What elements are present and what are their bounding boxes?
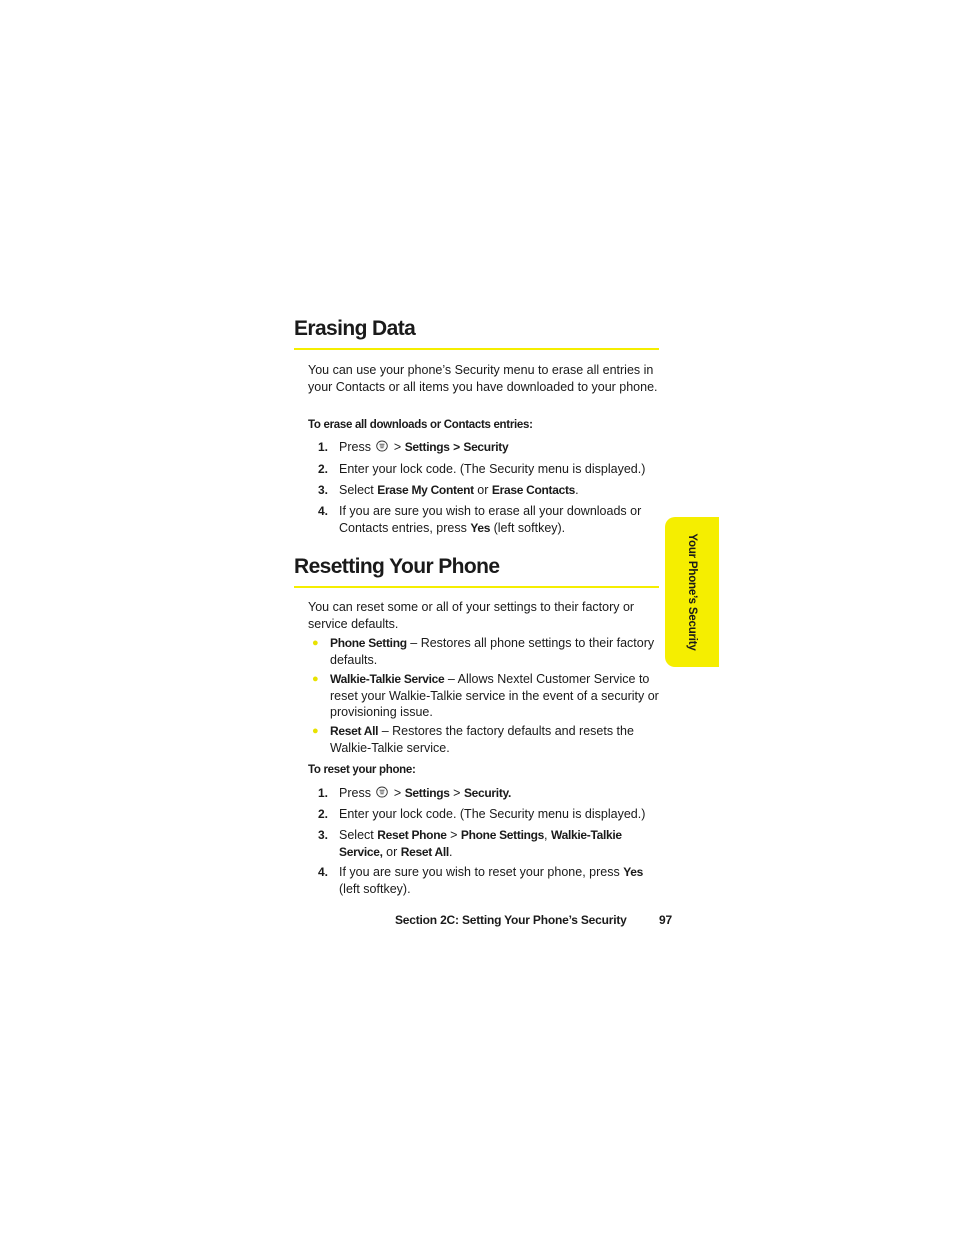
erasing-step-3: 3. Select Erase My Content or Erase Contacts. [318, 483, 579, 497]
erasing-step-4: 4. If you are sure you wish to erase all your downloads or Contacts entries, press Yes (left softkey). [318, 504, 642, 535]
erasing-step-2: 2. Enter your lock code. (The Security menu is displayed.) [318, 462, 646, 476]
footer-section-label: Section 2C: Setting Your Phone’s Security [395, 913, 627, 927]
resetting-phone-title: Resetting Your Phone [294, 554, 659, 588]
resetting-intro: You can reset some or all of your settings to their factory or service defaults. [308, 600, 635, 631]
section-side-tab [665, 517, 719, 667]
erasing-intro: You can use your phone’s Security menu to erase all entries in your Contacts or all items you have downloaded to your phone. [308, 363, 658, 394]
resetting-step-4: 4. If you are sure you wish to reset your phone, press Yes (left softkey). [318, 865, 643, 896]
resetting-step-1: 1. Press > Settings > Security. [318, 786, 512, 800]
resetting-step-3: 3. Select Reset Phone > Phone Settings, Walkie-Talkie Service, or Reset All. [318, 828, 622, 859]
page-number: 97 [659, 913, 672, 927]
menu-key-icon [376, 440, 388, 452]
bullet-dot-icon: ● [312, 673, 319, 685]
bullet-dot-icon: ● [312, 725, 319, 737]
side-tab-label: Your Phone’s Security [686, 533, 698, 651]
resetting-subhead: To reset your phone: [308, 764, 416, 776]
bullet-phone-setting: ● Phone Setting – Restores all phone settings to their factory defaults. [312, 636, 655, 667]
bullet-dot-icon: ● [312, 637, 319, 649]
erasing-step-1: 1. Press > Settings > Security [318, 440, 509, 454]
bullet-reset-all: ● Reset All – Restores the factory defaults and resets the Walkie-Talkie service. [312, 724, 634, 755]
bullet-walkie-talkie-service: ● Walkie-Talkie Service – Allows Nextel Customer Service to reset your Walkie-Talkie service in the event of a security or provisioning issue. [312, 672, 659, 719]
resetting-step-2: 2. Enter your lock code. (The Security menu is displayed.) [318, 807, 646, 821]
erasing-data-title: Erasing Data [294, 316, 659, 350]
menu-key-icon [376, 786, 388, 798]
erasing-subhead: To erase all downloads or Contacts entries: [308, 419, 533, 431]
